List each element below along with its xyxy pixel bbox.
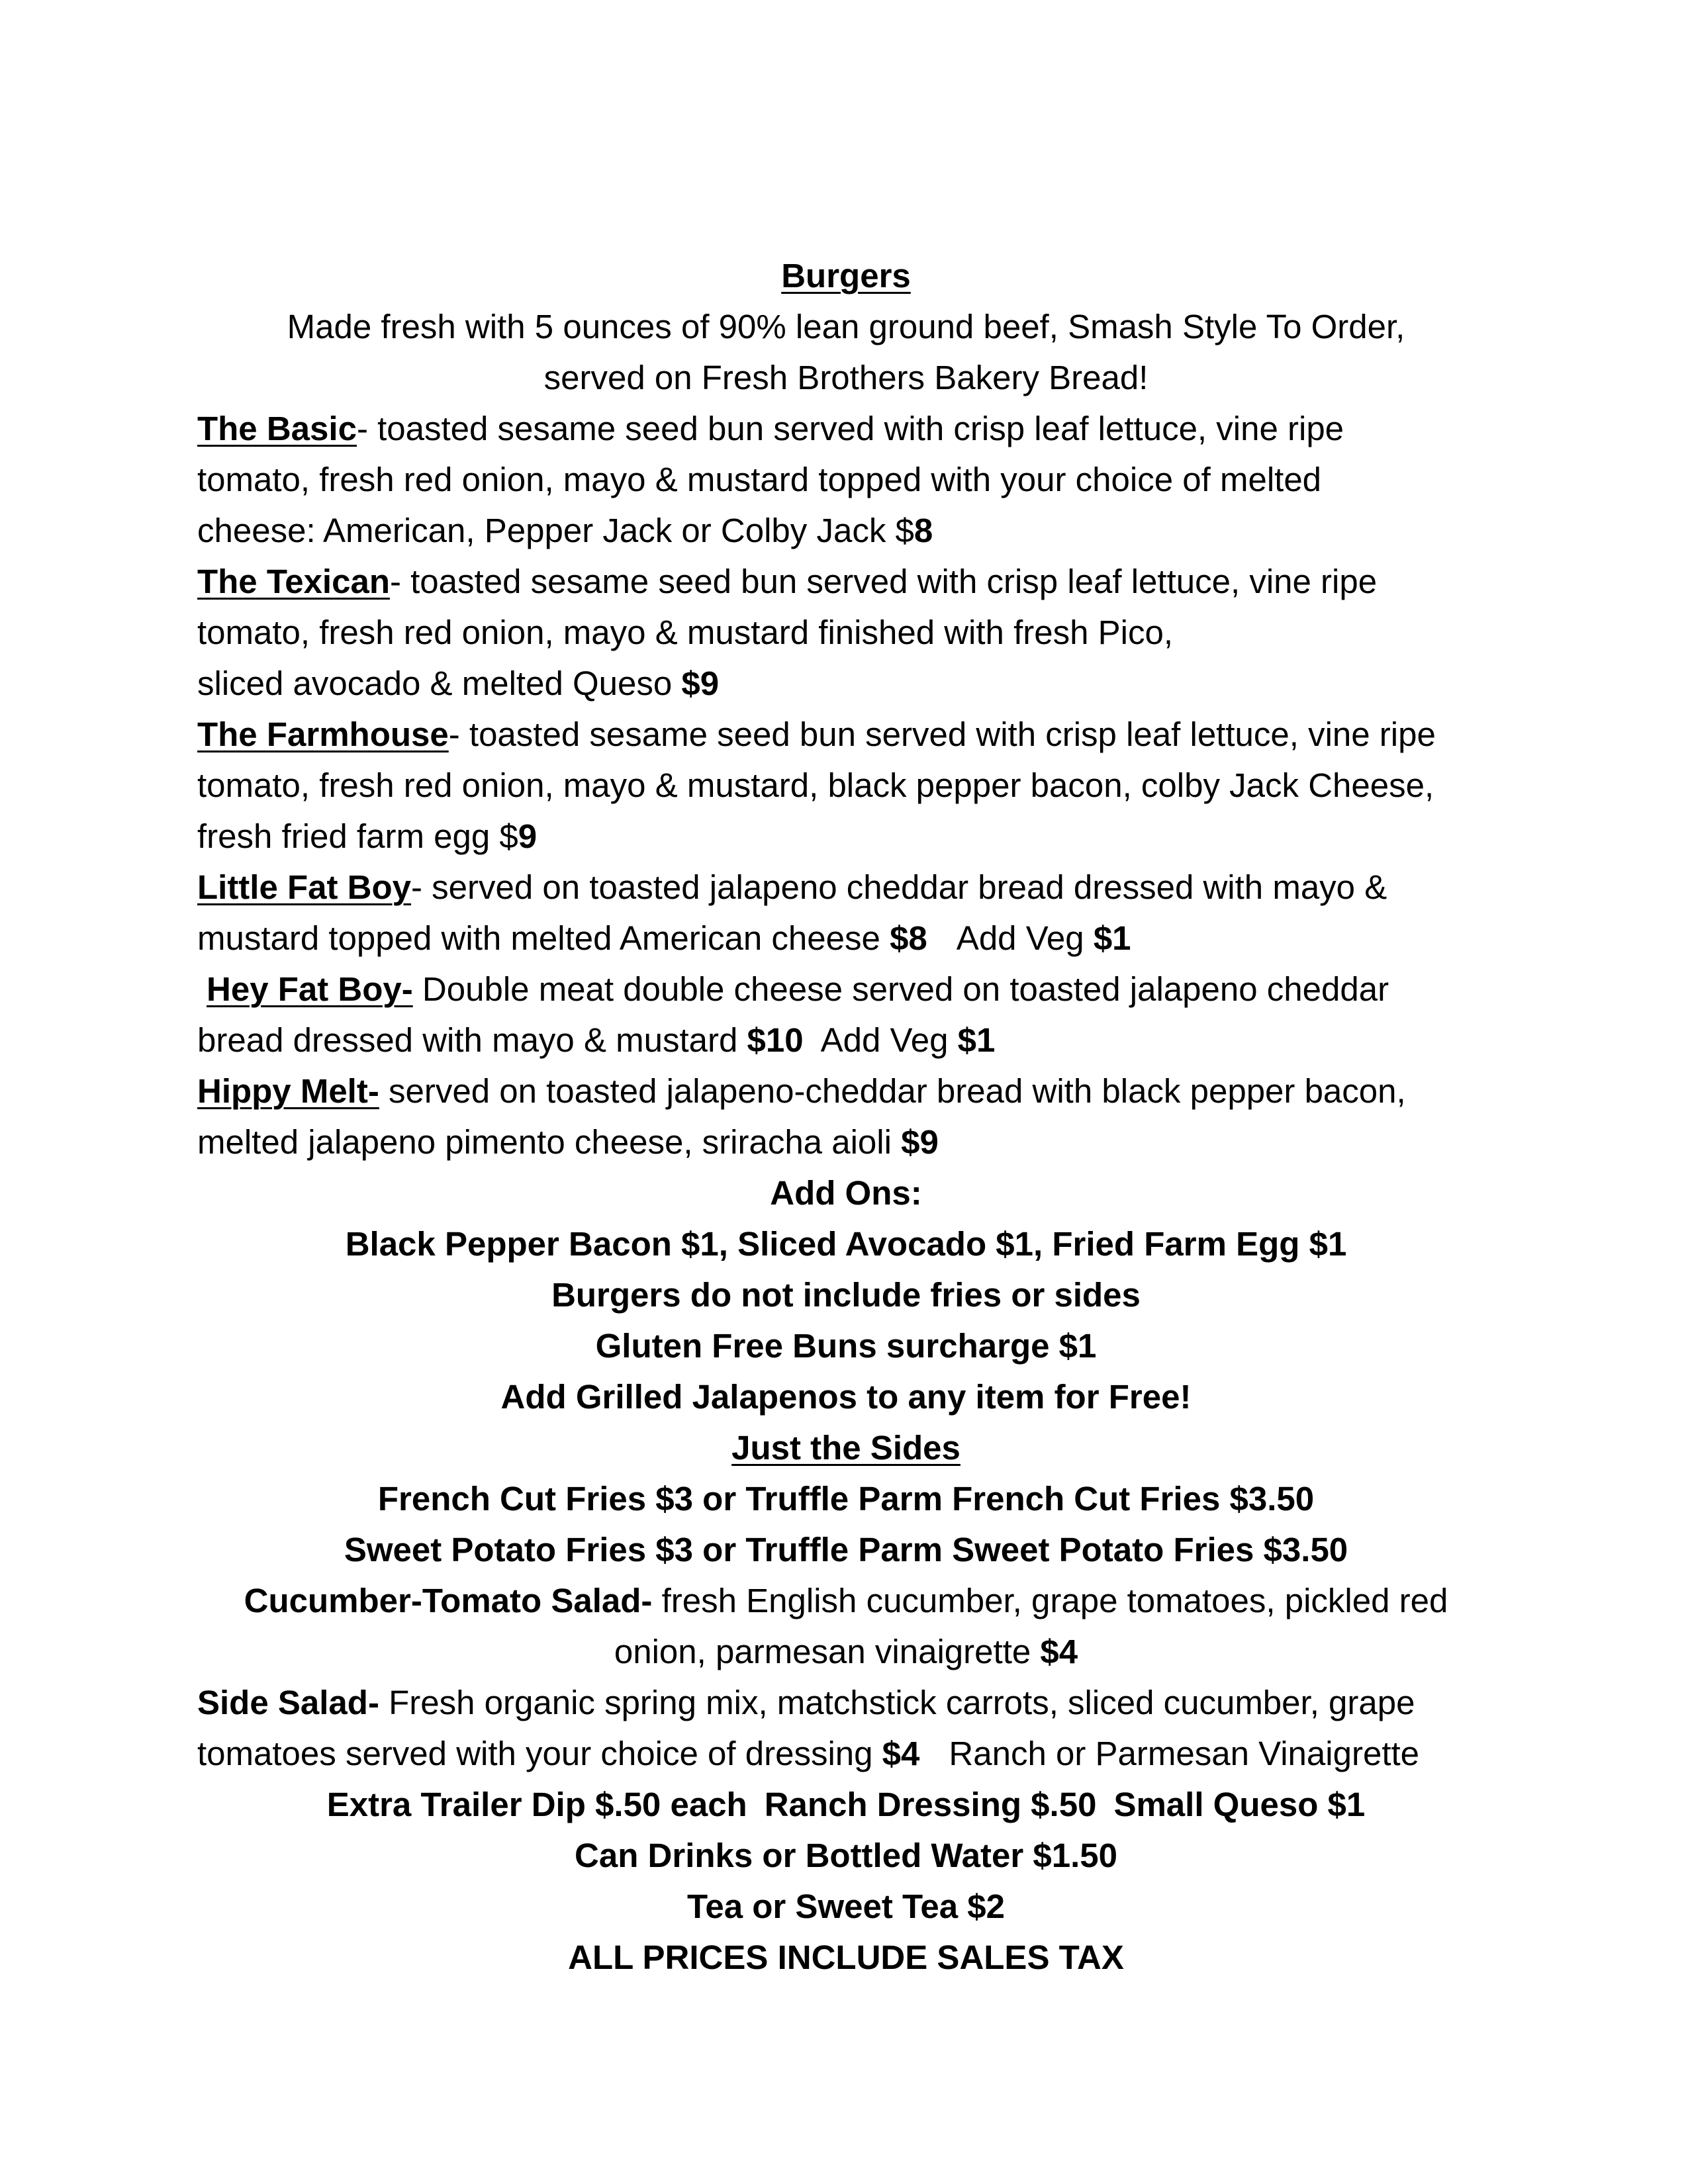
hey-fat-boy-addon: Add Veg [820, 1021, 958, 1059]
side-salad-line-2 [197, 1728, 1495, 1779]
farmhouse-name: The Farmhouse [197, 715, 449, 753]
texican-price: $9 [681, 664, 720, 702]
cucumber-salad-desc-2: onion, parmesan vinaigrette [614, 1633, 1041, 1670]
texican-line-3 [197, 658, 1495, 709]
texican-line-2: tomato, fresh red onion, mayo & mustard finished with fresh Pico, [197, 614, 1174, 651]
little-fat-boy-addon: Add Veg [956, 919, 1094, 957]
burgers-heading: Burgers [781, 257, 911, 295]
little-fat-boy-name: Little Fat Boy [197, 868, 412, 906]
gluten-free-note: Gluten Free Buns surcharge $1 [595, 1327, 1097, 1365]
no-sides-note: Burgers do not include fries or sides [551, 1276, 1141, 1314]
hippy-melt-line-1 [197, 1066, 1495, 1116]
texican-desc-3: sliced avocado & melted Queso [197, 664, 682, 702]
hey-fat-boy-desc-2: bread dressed with mayo & mustard [197, 1021, 747, 1059]
hippy-melt-desc-1: served on toasted jalapeno-cheddar bread with black pepper bacon, [379, 1072, 1406, 1110]
jalapenos-note: Add Grilled Jalapenos to any item for Free! [500, 1378, 1192, 1416]
texican-line-1 [197, 556, 1495, 607]
hippy-melt-name: Hippy Melt- [197, 1072, 379, 1110]
hey-fat-boy-name: Hey Fat Boy- [207, 970, 413, 1008]
hey-fat-boy-addon-price: $1 [957, 1021, 996, 1059]
add-ons-list: Black Pepper Bacon $1, Sliced Avocado $1, Fried Farm Egg $1 [345, 1225, 1347, 1263]
add-ons-title: Add Ons: [770, 1174, 922, 1212]
basic-name: The Basic [197, 410, 357, 447]
cucumber-salad-name: Cucumber-Tomato Salad- [244, 1582, 653, 1619]
cucumber-salad-price: $4 [1040, 1633, 1078, 1670]
hey-fat-boy-desc-1: Double meat double cheese served on toasted jalapeno cheddar [412, 970, 1389, 1008]
farmhouse-desc-1: - toasted sesame seed bun served with crisp leaf lettuce, vine ripe [448, 715, 1436, 753]
little-fat-boy-desc-1: - served on toasted jalapeno cheddar bread dressed with mayo & [411, 868, 1387, 906]
farmhouse-line-2: tomato, fresh red onion, mayo & mustard, black pepper bacon, colby Jack Cheese, [197, 766, 1434, 804]
drinks-line: Can Drinks or Bottled Water $1.50 [575, 1837, 1117, 1874]
hey-fat-boy-price: $10 [747, 1021, 804, 1059]
hippy-melt-price: $9 [901, 1123, 939, 1161]
sweet-potato-fries-line: Sweet Potato Fries $3 or Truffle Parm Sweet Potato Fries $3.50 [344, 1531, 1348, 1569]
hey-fat-boy-line-2 [197, 1015, 1495, 1066]
farmhouse-price: 9 [518, 817, 538, 855]
cucumber-salad-desc-1: fresh English cucumber, grape tomatoes, pickled red [652, 1582, 1448, 1619]
tea-line: Tea or Sweet Tea $2 [687, 1888, 1005, 1925]
burgers-heading-line [197, 250, 1495, 301]
farmhouse-line-3 [197, 811, 1495, 862]
basic-line-2: tomato, fresh red onion, mayo & mustard topped with your choice of melted [197, 461, 1322, 498]
menu-content [197, 250, 1495, 1983]
basic-line-1 [197, 403, 1495, 454]
extras-line [197, 1779, 1495, 1830]
little-fat-boy-desc-2: mustard topped with melted American cheese [197, 919, 890, 957]
little-fat-boy-addon-price: $1 [1093, 919, 1131, 957]
texican-desc-1: - toasted sesame seed bun served with crisp leaf lettuce, vine ripe [389, 563, 1378, 600]
french-fries-text: French Cut Fries $3 or Truffle Parm French Cut Fries [377, 1480, 1221, 1518]
side-salad-line-1 [197, 1677, 1495, 1728]
side-salad-desc-2: tomatoes served with your choice of dressing [197, 1735, 882, 1772]
tax-note: ALL PRICES INCLUDE SALES TAX [568, 1938, 1124, 1976]
sides-heading-line [197, 1422, 1495, 1473]
basic-line-3 [197, 505, 1495, 556]
french-fries-price: $3.50 [1229, 1480, 1315, 1518]
basic-desc-1: - toasted sesame seed bun served with crisp leaf lettuce, vine ripe [356, 410, 1344, 447]
little-fat-boy-price: $8 [890, 919, 927, 957]
trailer-dip: Extra Trailer Dip $.50 each [326, 1786, 747, 1823]
intro-line-2: served on Fresh Brothers Bakery Bread! [543, 359, 1149, 396]
side-salad-dressings: Ranch or Parmesan Vinaigrette [949, 1735, 1420, 1772]
little-fat-boy-line-1 [197, 862, 1495, 913]
sides-heading: Just the Sides [731, 1429, 961, 1467]
side-salad-desc-1: Fresh organic spring mix, matchstick carrots, sliced cucumber, grape [379, 1684, 1415, 1721]
ranch-dressing: Ranch Dressing $.50 [764, 1786, 1097, 1823]
farmhouse-desc-3: fresh fried farm egg $ [197, 817, 518, 855]
farmhouse-line-1 [197, 709, 1495, 760]
small-queso: Small Queso $1 [1113, 1786, 1366, 1823]
hippy-melt-desc-2: melted jalapeno pimento cheese, sriracha aioli [197, 1123, 902, 1161]
hippy-melt-line-2 [197, 1116, 1495, 1167]
cucumber-salad-line-1 [197, 1575, 1495, 1626]
little-fat-boy-line-2 [197, 913, 1495, 964]
french-fries-line [197, 1473, 1495, 1524]
basic-price: 8 [914, 512, 933, 549]
cucumber-salad-line-2 [197, 1626, 1495, 1677]
hey-fat-boy-line-1 [197, 964, 1495, 1015]
intro-line-1: Made fresh with 5 ounces of 90% lean ground beef, Smash Style To Order, [287, 308, 1405, 345]
texican-name: The Texican [197, 563, 390, 600]
basic-desc-3: cheese: American, Pepper Jack or Colby Jack $ [197, 512, 914, 549]
side-salad-name: Side Salad- [197, 1684, 379, 1721]
side-salad-price: $4 [882, 1735, 920, 1772]
